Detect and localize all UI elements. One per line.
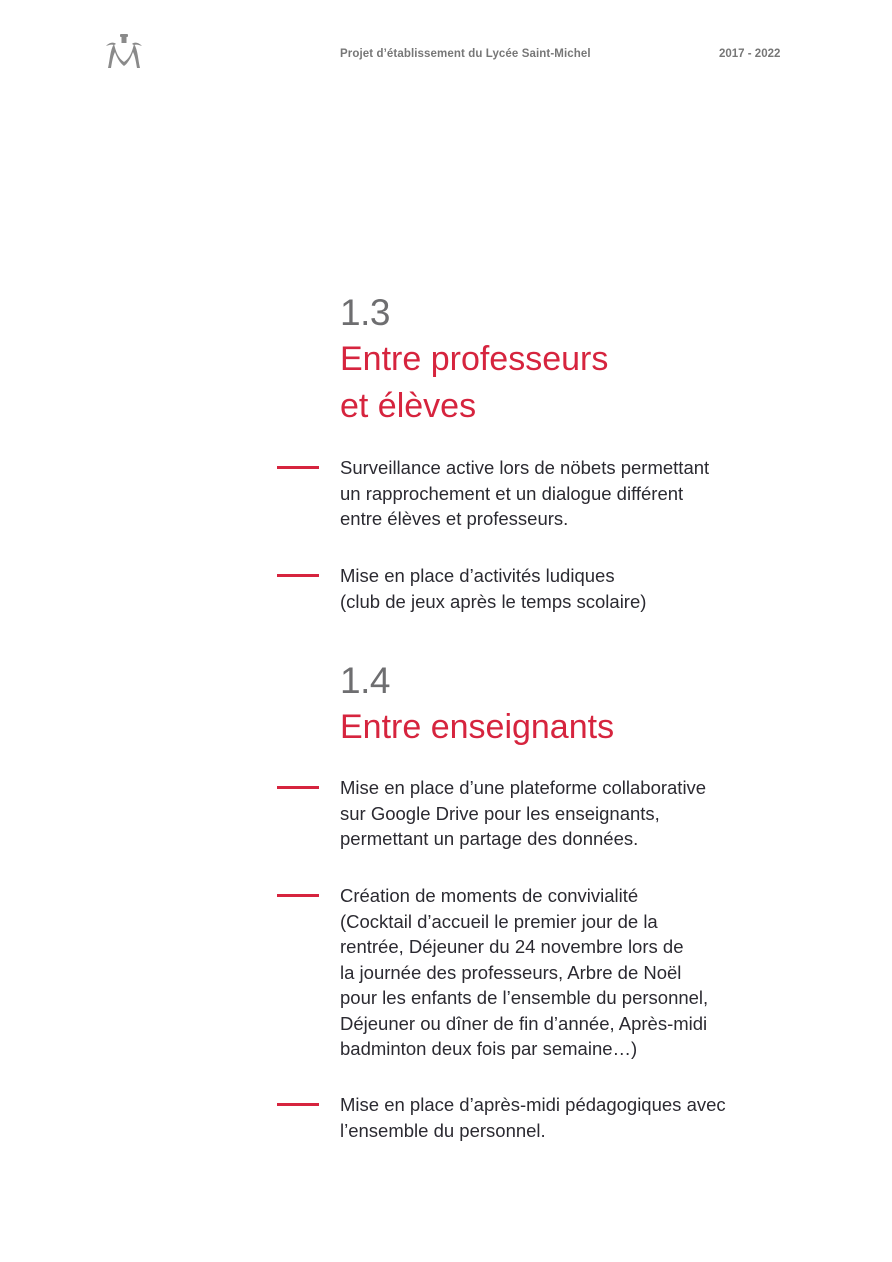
bullet-dash bbox=[277, 466, 319, 469]
section-1-3-heading bbox=[340, 290, 608, 430]
list-item-text: Mise en place d’une plateforme collaborative sur Google Drive pour les enseignants, permettant un partage des données. bbox=[340, 777, 707, 849]
section-1-4-heading bbox=[340, 658, 614, 751]
school-logo-icon bbox=[104, 32, 144, 72]
section-number: 1.3 bbox=[340, 292, 390, 333]
list-item-text: Surveillance active lors de nöbets permettant un rapprochement et un dialogue différent entre élèves et professeurs. bbox=[340, 457, 710, 529]
list-item-text: Mise en place d’activités ludiques (club de jeux après le temps scolaire) bbox=[340, 565, 647, 612]
section-title: Entre professeurs et élèves bbox=[340, 340, 609, 425]
bullet-dash bbox=[277, 1103, 319, 1106]
list-item-text: Création de moments de convivialité (Cocktail d’accueil le premier jour de la rentrée, Déjeuner du 24 novembre lors de la journée des professeurs, Arbre de Noël pour les enfants de l’ensemble du personnel, Déjeuner ou dîner de fin d’année, Après-midi badminton deux fois par semaine…) bbox=[340, 885, 709, 1059]
bullet-dash bbox=[277, 894, 319, 897]
section-title: Entre enseignants bbox=[340, 708, 615, 746]
bullet-dash bbox=[277, 786, 319, 789]
document-title: Projet d’établissement du Lycée Saint-Michel bbox=[340, 48, 591, 60]
section-number: 1.4 bbox=[340, 660, 390, 701]
document-years: 2017 - 2022 bbox=[719, 48, 781, 60]
bullet-dash bbox=[277, 574, 319, 577]
list-item-text: Mise en place d’après-midi pédagogiques avec l’ensemble du personnel. bbox=[340, 1094, 726, 1141]
